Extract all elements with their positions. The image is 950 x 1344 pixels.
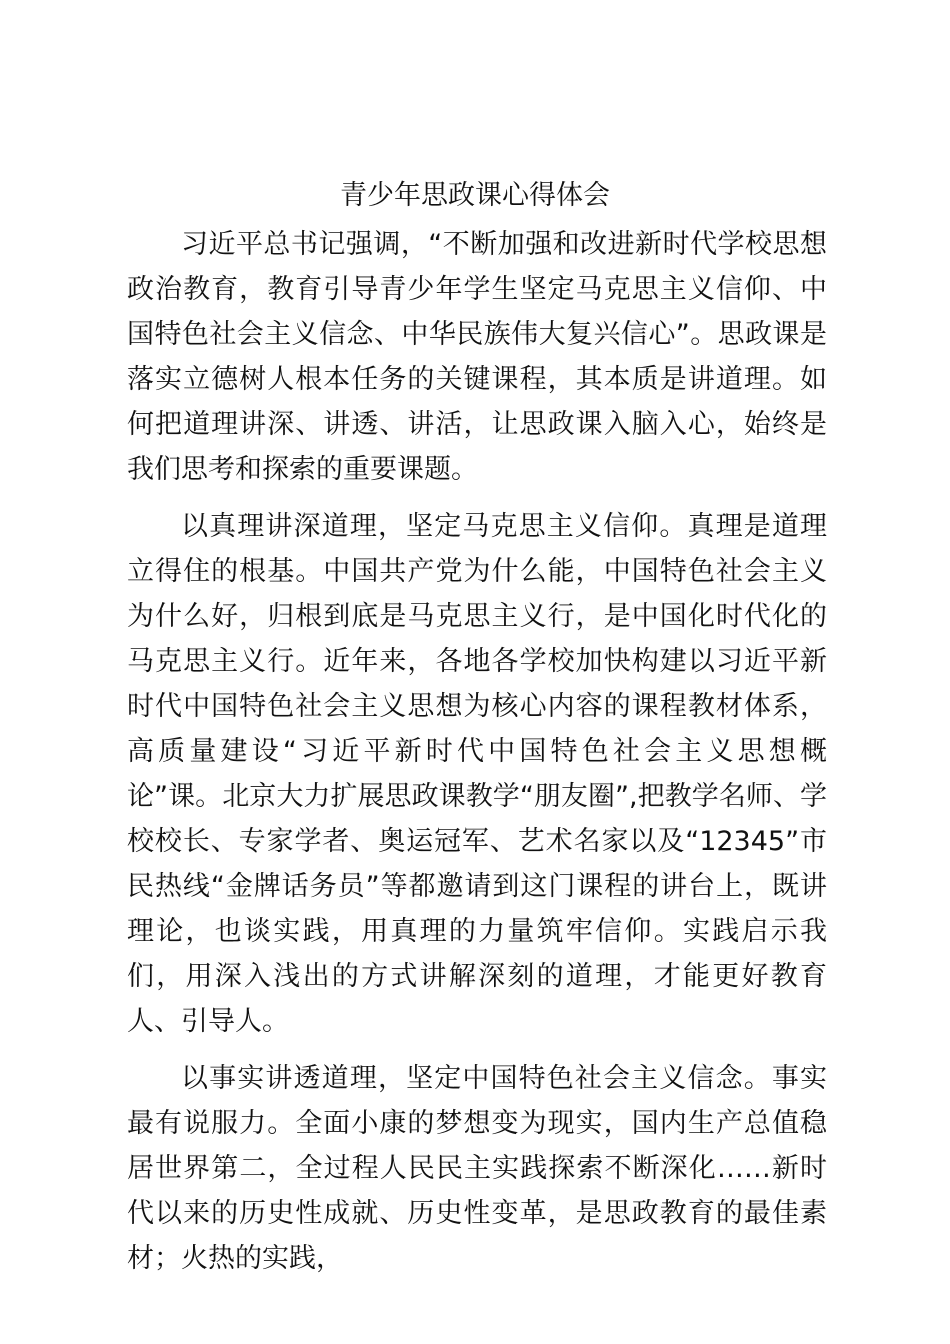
document-body: [127, 222, 827, 1293]
paragraph-facts: 以事实讲透道理，坚定中国特色社会主义信念。事实最有说服力。全面小康的梦想变为现实，国内生产总值稳居世界第二，全过程人民民主实践探索不断深化……新时代以来的历史性成就、历史性变革，是思政教育的最佳素材；火热的实践，: [127, 1063, 827, 1274]
paragraph-truth: 以真理讲深道理，坚定马克思主义信仰。真理是道理立得住的根基。中国共产党为什么能，中国特色社会主义为什么好，归根到底是马克思主义行，是中国化时代化的马克思主义行。近年来，各地各学校加快构建以习近平新时代中国特色社会主义思想为核心内容的课程教材体系，高质量建设“习近平新时代中国特色社会主义思想概论”课。北京大力扩展思政课教学“朋友圈”,把教学名师、学校校长、专家学者、奥运冠军、艺术名家以及“12345”市民热线“金牌话务员”等都邀请到这门课程的讲台上，既讲理论，也谈实践，用真理的力量筑牢信仰。实践启示我们，用深入浅出的方式讲解深刻的道理，才能更好教育人、引导人。: [127, 511, 827, 1037]
document-title: 青少年思政课心得体会: [340, 180, 610, 211]
paragraph-intro: 习近平总书记强调，“不断加强和改进新时代学校思想政治教育，教育引导青少年学生坚定马克思主义信仰、中国特色社会主义信念、中华民族伟大复兴信心”。思政课是落实立德树人根本任务的关键课程，其本质是讲道理。如何把道理讲深、讲透、讲活，让思政课入脑入心，始终是我们思考和探索的重要课题。: [127, 229, 827, 485]
